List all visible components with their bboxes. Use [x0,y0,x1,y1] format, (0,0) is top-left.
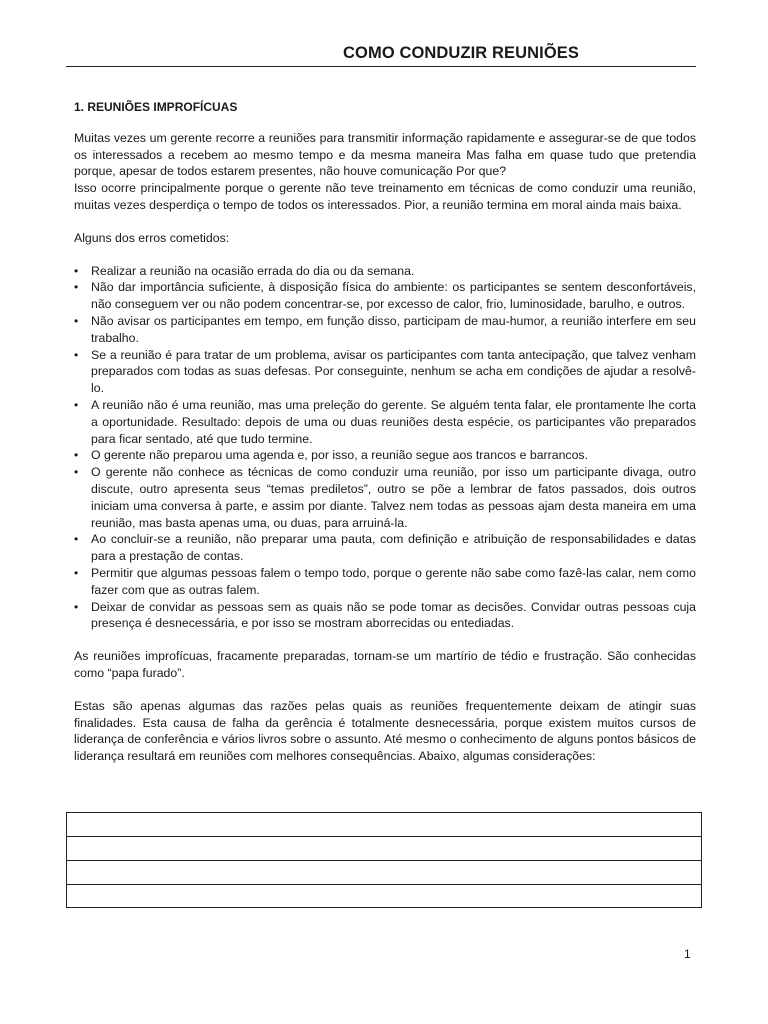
bullet-icon: • [74,347,79,362]
errors-intro: Alguns dos erros cometidos: [74,230,230,245]
bullet-icon: • [74,532,79,547]
list-item-text: A reunião não é uma reunião, mas uma preleção do gerente. Se alguém tenta falar, ele prontamente lhe corta a oportunidade. Resultado: depois de uma ou duas reuniões desta espécie, os participantes vão preparados para ficar sentado, até que tudo termine. [91,397,696,446]
list-item-text: O gerente não preparou uma agenda e, por isso, a reunião segue aos trancos e barrancos. [91,448,588,463]
list-item-text: Deixar de convidar as pessoas sem as quais não se pode tomar as decisões. Convidar outras pessoas cuja presença é desnecessária, e por isso se mostram aborrecidas ou entediadas. [91,599,696,631]
table-row [67,813,701,837]
document-body [74,99,696,765]
list-item [74,464,696,531]
bullet-icon: • [74,465,79,480]
bullet-icon: • [74,448,79,463]
bullet-icon: • [74,280,79,295]
list-item [74,347,696,397]
list-item [74,313,696,347]
bullet-icon: • [74,397,79,412]
list-item [74,531,696,565]
list-item-text: O gerente não conhece as técnicas de como conduzir uma reunião, por isso um participante divaga, outro discute, outro apresenta seus “temas prediletos”, outro se põe a lembrar de fatos passados, dois outros iniciam uma conversa à parte, e assim por diante. Talvez nem todas as pessoas ajam desta maneira em uma reunião, mas basta apenas uma, ou duas, para arruiná-la. [91,465,696,530]
list-item-text: Se a reunião é para tratar de um problema, avisar os participantes com tanta antecipação, que talvez venham preparados com todas as suas defesas. Por conseguinte, nenhum se acha em condições de ajudar a resolvê-lo. [91,347,696,396]
section-heading: 1. REUNIÕES IMPROFÍCUAS [74,100,238,114]
list-item-text: Ao concluir-se a reunião, não preparar uma pauta, com definição e atribuição de responsabilidades e datas para a prestação de contas. [91,532,696,564]
conclusion-paragraph-1: As reuniões improfícuas, fracamente preparadas, tornam-se um martírio de tédio e frustração. São conhecidas como “papa furado”. [74,649,696,680]
intro-paragraph-1: Muitas vezes um gerente recorre a reuniões para transmitir informação rapidamente e assegurar-se de que todos os interessados a recebem ao mesmo tempo e da mesma maneira Mas falha em quase tudo que pretendia porque, apesar de todos estarem presentes, não houve comunicação Por que? [74,130,696,179]
table-row [67,885,701,909]
bullet-icon: • [74,263,79,278]
errors-list [74,263,696,633]
bullet-icon: • [74,599,79,614]
conclusion-paragraph-2: Estas são apenas algumas das razões pelas quais as reuniões frequentemente deixam de atingir suas finalidades. Esta causa de falha da gerência é totalmente desnecessária, porque existem muitos cursos de liderança de conferência e vários livros sobre o assunto. Até mesmo o conhecimento de alguns pontos básicos de liderança resultará em reuniões com melhores consequências. Abaixo, algumas considerações: [74,698,696,764]
table-row [67,861,701,885]
list-item-text: Realizar a reunião na ocasião errada do dia ou da semana. [91,263,415,278]
table-row [67,837,701,861]
list-item [74,447,696,464]
list-item-text: Permitir que algumas pessoas falem o tempo todo, porque o gerente não sabe como fazê-las calar, nem como fazer com que as outras falem. [91,565,696,597]
page-title: COMO CONDUZIR REUNIÕES [343,44,579,62]
page-number: 1 [684,947,691,961]
list-item [74,565,696,599]
bullet-icon: • [74,565,79,580]
intro-paragraph-2: Isso ocorre principalmente porque o gerente não teve treinamento em técnicas de como conduzir uma reunião, muitas vezes desperdiça o tempo de todos os interessados. Pior, a reunião termina em moral ainda mais baixa. [74,181,696,212]
empty-table [66,812,702,908]
title-rule [66,66,696,67]
list-item-text: Não dar importância suficiente, à disposição física do ambiente: os participantes se sentem desconfortáveis, não conseguem ver ou não podem concentrar-se, por excesso de calor, frio, luminosidade, barulho, e outros. [91,280,696,312]
list-item [74,397,696,447]
list-item [74,279,696,313]
bullet-icon: • [74,313,79,328]
list-item-text: Não avisar os participantes em tempo, em função disso, participam de mau-humor, a reunião interfere em seu trabalho. [91,313,696,345]
list-item [74,599,696,633]
list-item [74,263,696,280]
